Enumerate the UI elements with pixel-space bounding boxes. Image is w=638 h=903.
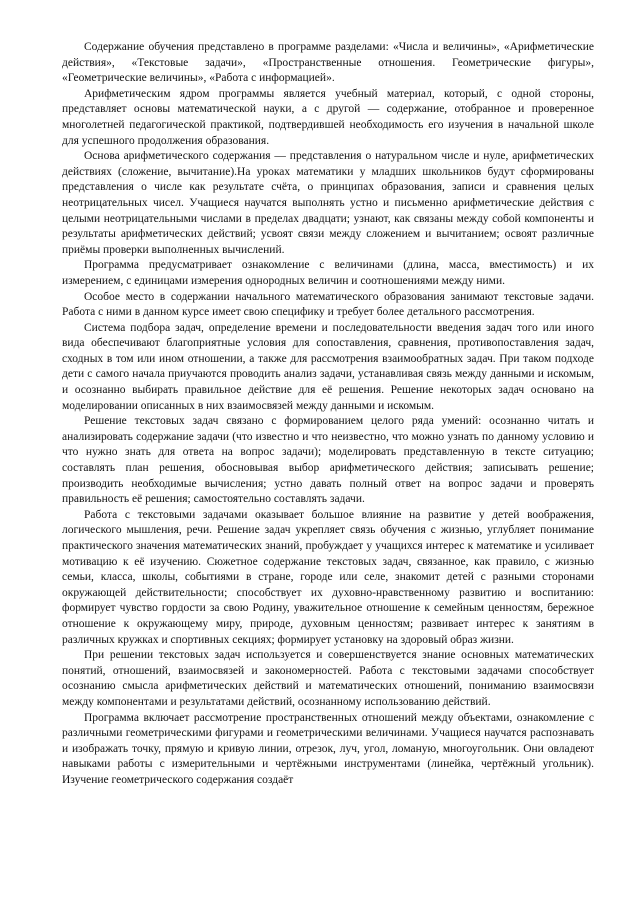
paragraph-10: Программа включает рассмотрение пространственных отношений между объектами, ознакомление с различными геометрическими фигурами и геометрическими величинами. Учащиеся научатся распознавать и изображать точку, прямую и кривую линии, отрезок, луч, угол, ломаную, многоугольник. Они овладеют навыками работы с измерительными и чертёжными инструментами (линейка, чертёжный угольник). Изучение геометрического содержания создаёт [62,711,594,786]
paragraph-5: Особое место в содержании начального математического образования занимают текстовые задачи. Работа с ними в данном курсе имеет свою специфику и требует более детального рассмотрения. [62,290,594,319]
paragraph-2: Арифметическим ядром программы является учебный материал, который, с одной стороны, представляет основы математической науки, а с другой — содержание, отобранное и проверенное многолетней педагогической практикой, подтвердившей необходимость его изучения в начальной школе для успешного продолжения образования. [62,87,594,147]
paragraph-1: Содержание обучения представлено в программе разделами: «Числа и величины», «Арифметические действия», «Текстовые задачи», «Пространственные отношения. Геометрические фигуры», «Геометрические величины», «Работа с информацией». [62,41,594,85]
paragraph-6: Система подбора задач, определение времени и последовательности введения задач того или иного вида обеспечивают благоприятные условия для сопоставления, сравнения, противопоставления задач, сходных в том или ином отношении, а также для рассмотрения взаимообратных задач. При таком подходе дети с самого начала приучаются проводить анализ задачи, устанавливая связь между данными и искомым, и осознанно выбирать правильное действие для её решения. Решение некоторых задач основано на моделировании описанных в них взаимосвязей между данными и искомым. [62,321,594,412]
paragraph-7: Решение текстовых задач связано с формированием целого ряда умений: осознанно читать и анализировать содержание задачи (что известно и что неизвестно, что можно узнать по данному условию и что нужно знать для ответа на вопрос задачи); моделировать представленную в тексте ситуацию; составлять план решения, обосновывая выбор арифметического действия; записывать решение; производить необходимые вычисления; устно давать полный ответ на вопрос задачи и проверять правильность её решения; самостоятельно составлять задачи. [62,415,594,506]
paragraph-9: При решении текстовых задач используется и совершенствуется знание основных математических понятий, отношений, взаимосвязей и закономерностей. Работа с текстовыми задачами способствует осознанию смысла арифметических действий и математических отношений, пониманию взаимосвязи между компонентами и результатами действий, осознанному использованию действий. [62,649,594,708]
paragraph-4: Программа предусматривает ознакомление с величинами (длина, масса, вместимость) и их измерением, с единицами измерения однородных величин и соотношениями между ними. [62,259,594,287]
paragraph-8: Работа с текстовыми задачами оказывает большое влияние на развитие у детей воображения, логического мышления, речи. Решение задач укрепляет связь обучения с жизнью, углубляет понимание практического значения математических знаний, пробуждает у учащихся интерес к математике и усиливает мотивацию к её изучению. Сюжетное содержание текстовых задач, связанное, как правило, с жизнью семьи, класса, школы, событиями в стране, городе или селе, знакомит детей с разными сторонами окружающей действительности; способствует их духовно-нравственному развитию и воспитанию: формирует чувство гордости за свою Родину, уважительное отношение к семейным ценностям, бережное отношение к окружающему миру, природе, духовным ценностям; развивает интерес к занятиям в различных кружках и спортивных секциях; формирует установку на здоровый образ жизни. [62,508,594,646]
paragraph-3: Основа арифметического содержания — представления о натуральном числе и нуле, арифметических действиях (сложение, вычитание).На уроках математики у младших школьников будут сформированы представления о числе как результате счёта, о принципах образования, записи и сравнения целых неотрицательных чисел. Учащиеся научатся выполнять устно и письменно арифметические действия с целыми неотрицательными числами в пределах двадцати; узнают, как связаны между собой компоненты и результаты арифметических действий; усвоят связи между сложением и вычитанием; освоят различные приёмы проверки выполненных вычислений. [62,150,594,256]
